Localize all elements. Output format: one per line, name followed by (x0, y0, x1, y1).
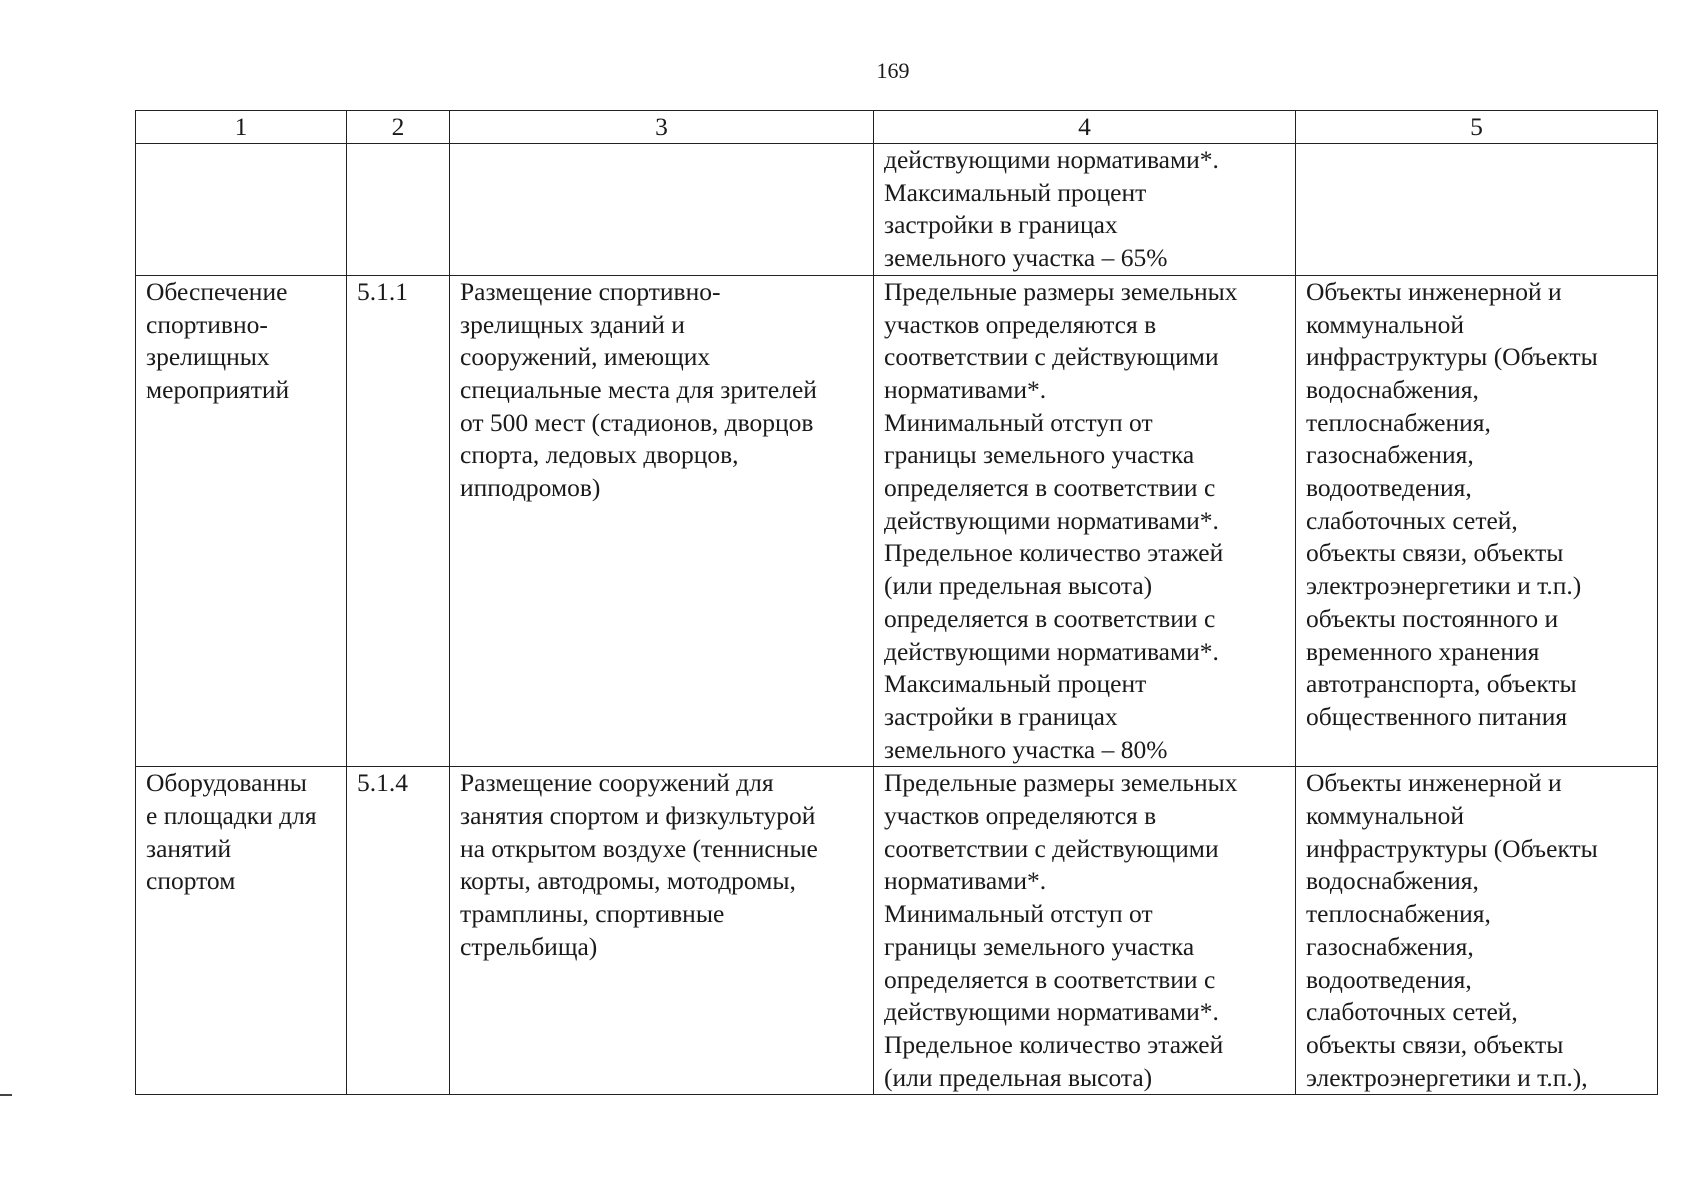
header-cell-1: 1 (136, 111, 347, 144)
cell-text-line: определяется в соответствии с (884, 964, 1216, 994)
cell-text-line: Предельные размеры земельных (884, 768, 1238, 798)
cell-text-line: мероприятий (146, 374, 290, 404)
code-cell (347, 767, 450, 1095)
cell-text-line: действующими нормативами*. (884, 997, 1219, 1027)
cell-text-line: застройки в границах (884, 701, 1118, 731)
cell-text-line: водоснабжения, (1306, 374, 1479, 404)
cell-text-line: Максимальный процент (884, 669, 1147, 699)
cell-text-line: корты, автодромы, мотодромы, (460, 866, 796, 896)
cell-text-line: действующими нормативами*. (884, 636, 1219, 666)
cell-text-line: водоотведения, (1306, 473, 1472, 503)
cell-text-line: земельного участка – 80% (884, 734, 1168, 764)
cell-text-line: занятия спортом и физкультурой (460, 801, 816, 831)
auxiliary-uses-cell (1296, 767, 1658, 1095)
cell-text-line: действующими нормативами*. (884, 145, 1219, 174)
cell-text-line: специальные места для зрителей (460, 374, 817, 404)
cell-text-line: (или предельная высота) (884, 571, 1153, 601)
cell-text-line: слаботочных сетей, (1306, 505, 1518, 535)
header-row (136, 111, 1658, 144)
land-use-table (135, 110, 1658, 1095)
cell-text-line: трамплины, спортивные (460, 899, 725, 929)
header-cell-4: 4 (874, 111, 1296, 144)
cell-text-line: Минимальный отступ от (884, 899, 1153, 929)
cell-text-line: соответствии с действующими (884, 833, 1219, 863)
cell-text-line: застройки в границах (884, 210, 1118, 240)
cell-text-line: е площадки для (146, 801, 317, 831)
code-cell (347, 275, 450, 767)
code-cell (347, 144, 450, 276)
cell-text-line: Предельное количество этажей (884, 538, 1224, 568)
cell-text-line: границы земельного участка (884, 440, 1195, 470)
cell-text-line: (или предельная высота) (884, 1062, 1153, 1092)
parameters-cell (874, 275, 1296, 767)
cell-text-line: 5.1.4 (357, 768, 408, 798)
cell-text-line: Размещение сооружений для (460, 768, 774, 798)
cell-text-line: определяется в соответствии с (884, 473, 1216, 503)
cell-text-line: инфраструктуры (Объекты (1306, 833, 1598, 863)
cell-text-line: Максимальный процент (884, 177, 1147, 207)
cell-text-line: стрельбища) (460, 931, 598, 961)
cell-text-line: Минимальный отступ от (884, 407, 1153, 437)
cell-text-line: инфраструктуры (Объекты (1306, 342, 1598, 372)
cell-text-line: земельного участка – 65% (884, 243, 1168, 273)
cell-text-line: теплоснабжения, (1306, 899, 1491, 929)
cell-text-line: участков определяются в (884, 801, 1157, 831)
land-use-name-cell (136, 275, 347, 767)
cell-text-line: нормативами*. (884, 374, 1047, 404)
cell-text-line: объекты связи, объекты (1306, 1029, 1564, 1059)
header-cell-3: 3 (450, 111, 874, 144)
description-cell (450, 144, 874, 276)
cell-text-line: объекты связи, объекты (1306, 538, 1564, 568)
cell-text-line: Предельные размеры земельных (884, 276, 1238, 306)
cell-text-line: объекты постоянного и (1306, 603, 1559, 633)
land-use-name-cell (136, 767, 347, 1095)
page-number: 169 (876, 58, 910, 83)
cell-text-line: коммунальной (1306, 801, 1464, 831)
cell-text-line: Обеспечение (146, 276, 288, 306)
cell-text-line: водоотведения, (1306, 964, 1472, 994)
table-row (136, 275, 1658, 767)
cell-text-line: ипподромов) (460, 473, 601, 503)
cell-text-line: 5.1.1 (357, 276, 408, 306)
parameters-cell (874, 767, 1296, 1095)
cell-text-line: спорта, ледовых дворцов, (460, 440, 739, 470)
cell-text-line: зрелищных зданий и (460, 309, 685, 339)
cell-text-line: электроэнергетики и т.п.) (1306, 571, 1582, 601)
cell-text-line: водоснабжения, (1306, 866, 1479, 896)
cell-text-line: соответствии с действующими (884, 342, 1219, 372)
cell-text-line: газоснабжения, (1306, 440, 1474, 470)
cell-text-line: спортивно- (146, 309, 268, 339)
cell-text-line: временного хранения (1306, 636, 1540, 666)
cell-text-line: автотранспорта, объекты (1306, 669, 1577, 699)
auxiliary-uses-cell (1296, 144, 1658, 276)
cell-text-line: определяется в соответствии с (884, 603, 1216, 633)
cell-text-line: нормативами*. (884, 866, 1047, 896)
cell-text-line: газоснабжения, (1306, 931, 1474, 961)
cell-text-line: границы земельного участка (884, 931, 1195, 961)
cell-text-line: занятий (146, 833, 232, 863)
cell-text-line: спортом (146, 866, 236, 896)
cell-text-line: Объекты инженерной и (1306, 276, 1562, 306)
description-cell (450, 275, 874, 767)
cell-text-line: электроэнергетики и т.п.), (1306, 1062, 1588, 1092)
cell-text-line: от 500 мест (стадионов, дворцов (460, 407, 814, 437)
cell-text-line: теплоснабжения, (1306, 407, 1491, 437)
cell-text-line: Объекты инженерной и (1306, 768, 1562, 798)
cell-text-line: участков определяются в (884, 309, 1157, 339)
table-row (136, 767, 1658, 1095)
cell-text-line: на открытом воздухе (теннисные (460, 833, 818, 863)
cell-text-line: зрелищных (146, 342, 270, 372)
header-cell-2: 2 (347, 111, 450, 144)
cell-text-line: Предельное количество этажей (884, 1029, 1224, 1059)
cell-text-line: Оборудованны (146, 768, 307, 798)
header-cell-5: 5 (1296, 111, 1658, 144)
cell-text-line: слаботочных сетей, (1306, 997, 1518, 1027)
parameters-cell (874, 144, 1296, 276)
description-cell (450, 767, 874, 1095)
margin-mark (0, 1094, 12, 1096)
cell-text-line: сооружений, имеющих (460, 342, 711, 372)
table-row (136, 144, 1658, 276)
land-use-name-cell (136, 144, 347, 276)
cell-text-line: Размещение спортивно- (460, 276, 721, 306)
cell-text-line: действующими нормативами*. (884, 505, 1219, 535)
cell-text-line: общественного питания (1306, 701, 1568, 731)
cell-text-line: коммунальной (1306, 309, 1464, 339)
auxiliary-uses-cell (1296, 275, 1658, 767)
